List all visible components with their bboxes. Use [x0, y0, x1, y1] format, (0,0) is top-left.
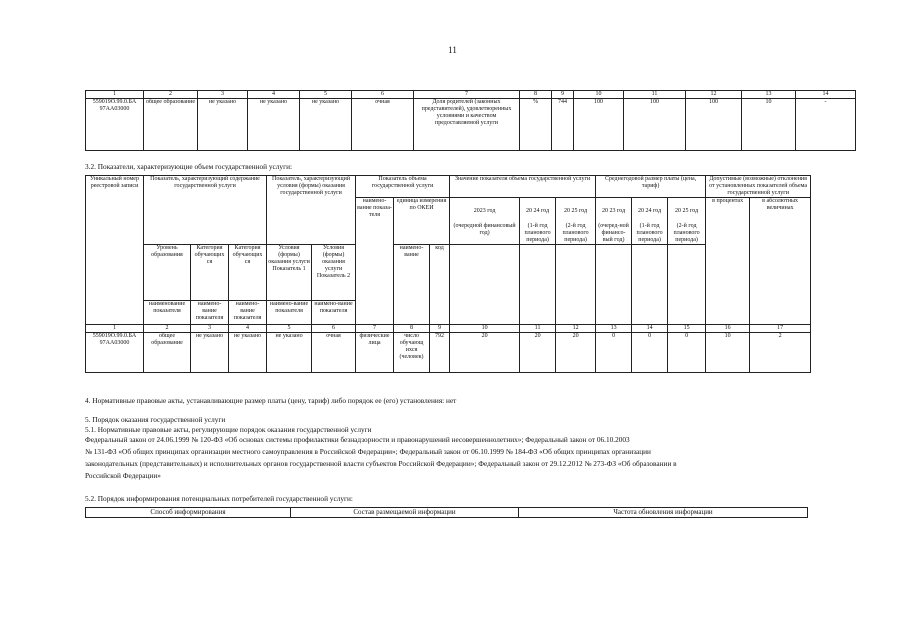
deviation-absolute-cell: 2: [750, 333, 811, 373]
year-sublabel: (2-й год планового периода): [562, 223, 589, 243]
form-cell: очная: [352, 99, 414, 151]
conditions-header: Показатель, характеризующий условия (формы) оказания государственной услуги: [267, 176, 356, 245]
value-cell: 100: [574, 99, 624, 151]
value-cell: 20: [450, 333, 520, 373]
value-cell: 100: [624, 99, 686, 151]
quality-indicators-table: [85, 90, 856, 151]
table-row: [86, 99, 856, 151]
price-cell: 0: [668, 333, 706, 373]
unit-name-header: наимено-вание: [394, 245, 430, 325]
content-cell: общее образование: [144, 333, 191, 373]
price-cell: 0: [632, 333, 668, 373]
column-number: 2: [144, 325, 191, 333]
page-number: 11: [448, 45, 457, 55]
category-cell: не указано: [191, 333, 229, 373]
section-5-title: 5. Порядок оказания государственной услуги: [85, 415, 226, 424]
unit-cell: %: [520, 99, 552, 151]
indicator-name-header: наименование показателя: [144, 301, 191, 325]
column-numbers-row: [86, 91, 856, 99]
column-number: 11: [624, 91, 686, 99]
column-number: 7: [356, 325, 394, 333]
year-2024-header: [520, 198, 556, 245]
column-number: 14: [796, 91, 856, 99]
content-cell: общее образование: [144, 99, 198, 151]
year-label: 20 25 год: [674, 208, 699, 214]
column-number: 8: [394, 325, 430, 333]
category-header: Категория обучающих ся: [229, 245, 267, 301]
table-row: [86, 333, 811, 373]
year-2025-header: [556, 198, 596, 245]
section-4-text: 4. Нормативные правовые акты, устанавливающие размер платы (цену, тариф) либо порядок ее (его) установления: нет: [85, 396, 457, 405]
values-header: Значение показателя объема государственной услуги: [450, 176, 596, 198]
header-row-1: [86, 176, 811, 198]
column-number: 12: [686, 91, 742, 99]
price-year-2025-header: [668, 198, 706, 245]
deviation-absolute-header: в абсолютных величинах: [750, 198, 811, 325]
registry-number-cell: 559019О.99.0.БА 97АА03000: [86, 333, 144, 373]
deviation-header: Допустимые (возможные) отклонения от установленных показателей объема государственной услуги: [706, 176, 811, 198]
deviation-percent-cell: 10: [706, 333, 750, 373]
volume-header: Показатель объема государственной услуги: [356, 176, 450, 198]
category-cell: не указано: [248, 99, 300, 151]
year-label: 20 23 год: [601, 208, 626, 214]
indicator-name-header: наимено-вание показателя: [191, 301, 229, 325]
column-number: 6: [352, 91, 414, 99]
year-sublabel: (2-й год планового периода): [673, 223, 700, 243]
deviation-absolute-cell: -: [796, 99, 856, 151]
condition-cell: не указано: [267, 333, 312, 373]
column-numbers-row: [86, 325, 811, 333]
column-number: 1: [86, 91, 144, 99]
column-number: 15: [668, 325, 706, 333]
column-number: 5: [300, 91, 352, 99]
content-header: Показатель, характеризующий содержание государственной услуги: [144, 176, 267, 245]
price-year-2023-header: [596, 198, 632, 245]
condition-cell: очная: [312, 333, 356, 373]
unit-code-cell: 792: [430, 333, 450, 373]
column-number: 6: [312, 325, 356, 333]
year-sublabel: (1-й год планового периода): [524, 223, 551, 243]
deviation-percent-cell: 10: [742, 99, 796, 151]
column-number: 5: [267, 325, 312, 333]
category-cell: не указано: [300, 99, 352, 151]
year-2023-header: [450, 198, 520, 245]
informing-table: [85, 507, 808, 518]
column-number: 13: [742, 91, 796, 99]
column-number: 10: [574, 91, 624, 99]
volume-name-cell: физические лица: [356, 333, 394, 373]
registry-header: Уникальный номер реестровой записи: [86, 176, 144, 325]
column-header: Состав размещаемой информации: [291, 508, 519, 518]
value-cell: 20: [556, 333, 596, 373]
year-label: 20 24 год: [637, 208, 662, 214]
volume-indicators-table: [85, 175, 811, 373]
year-sublabel: (1-й год планового периода): [636, 223, 663, 243]
year-label: 2023 год: [473, 208, 496, 214]
condition-2-header: Условия (формы) оказания услуги Показатель 2: [312, 245, 356, 301]
column-number: 8: [520, 91, 552, 99]
law-line-1: Федеральный закон от 24.06.1999 № 120-ФЗ «Об основах системы профилактики безнадзорности и правонарушений несовершеннолетних»; Федеральный закон от 06.10.2003: [85, 435, 630, 444]
indicator-name-header: наимено-вание показателя: [229, 301, 267, 325]
okei-cell: 744: [552, 99, 574, 151]
price-header: Среднегодовой размер платы (цена, тариф): [596, 176, 706, 198]
column-number: 7: [414, 91, 520, 99]
column-number: 10: [450, 325, 520, 333]
column-number: 9: [430, 325, 450, 333]
column-number: 11: [520, 325, 556, 333]
column-number: 2: [144, 91, 198, 99]
column-number: 13: [596, 325, 632, 333]
law-line-4: Российской Федерации»: [85, 471, 161, 480]
year-sublabel: (очеред-ной финансо-вый год): [598, 223, 629, 243]
column-number: 9: [552, 91, 574, 99]
column-number: 14: [632, 325, 668, 333]
volume-name-header: наимено-вание показа-теля: [356, 198, 394, 325]
column-header: Частота обновления информации: [519, 508, 808, 518]
law-line-3: законодательных (представительных) и исполнительных органов государственной власти субъектов Российской Федерации»; Федеральный закон от 29.12.2012 № 273-ФЗ «Об образовании в: [85, 459, 677, 468]
category-cell: не указано: [229, 333, 267, 373]
header-row-3: [86, 245, 811, 301]
condition-1-header: Условия (формы) оказания услуги Показатель 1: [267, 245, 312, 301]
unit-name-cell: число обучающ ихся (человек): [394, 333, 430, 373]
level-header: Уровень образования: [144, 245, 191, 301]
year-label: 20 25 год: [563, 208, 588, 214]
unit-code-header: код: [430, 245, 450, 325]
column-number: 16: [706, 325, 750, 333]
table-header-row: [86, 508, 808, 518]
year-label: 20 24 год: [525, 208, 550, 214]
year-sublabel: (очередной финансовый год): [453, 223, 516, 236]
price-cell: 0: [596, 333, 632, 373]
value-cell: 100: [686, 99, 742, 151]
indicator-name-header: наимено-вание показателя: [267, 301, 312, 325]
section-5-2-title: 5.2. Порядок информирования потенциальных потребителей государственной услуги:: [85, 494, 353, 503]
column-number: 4: [229, 325, 267, 333]
indicator-name-header: наимено-вание показателя: [312, 301, 356, 325]
column-number: 1: [86, 325, 144, 333]
category-cell: не указано: [198, 99, 248, 151]
section-3-2-title: 3.2. Показатели, характеризующие объем государственной услуги:: [85, 162, 293, 171]
indicator-cell: Доля родителей (законных представителей), удовлетворенных условиями и качеством предоставляемой услуги: [414, 99, 520, 151]
column-number: 17: [750, 325, 811, 333]
law-line-2: № 131-ФЗ «Об общих принципах организации местного самоуправления в Российской Федерации»; Федеральный закон от 06.10.1999 № 184-ФЗ «Об общих принципах организации: [85, 447, 651, 456]
volume-unit-header: единица измерения по ОКЕИ: [394, 198, 450, 245]
value-cell: 20: [520, 333, 556, 373]
section-5-1-title: 5.1. Нормативные правовые акты, регулирующие порядок оказания государственной услуги: [85, 425, 372, 434]
price-year-2024-header: [632, 198, 668, 245]
column-number: 12: [556, 325, 596, 333]
column-number: 4: [248, 91, 300, 99]
column-header: Способ информирования: [86, 508, 291, 518]
registry-number-cell: 559019О.99.0.БА 97АА03000: [86, 99, 144, 151]
column-number: 3: [191, 325, 229, 333]
column-number: 3: [198, 91, 248, 99]
deviation-percent-header: в процентах: [706, 198, 750, 325]
category-header: Категория обучающих ся: [191, 245, 229, 301]
